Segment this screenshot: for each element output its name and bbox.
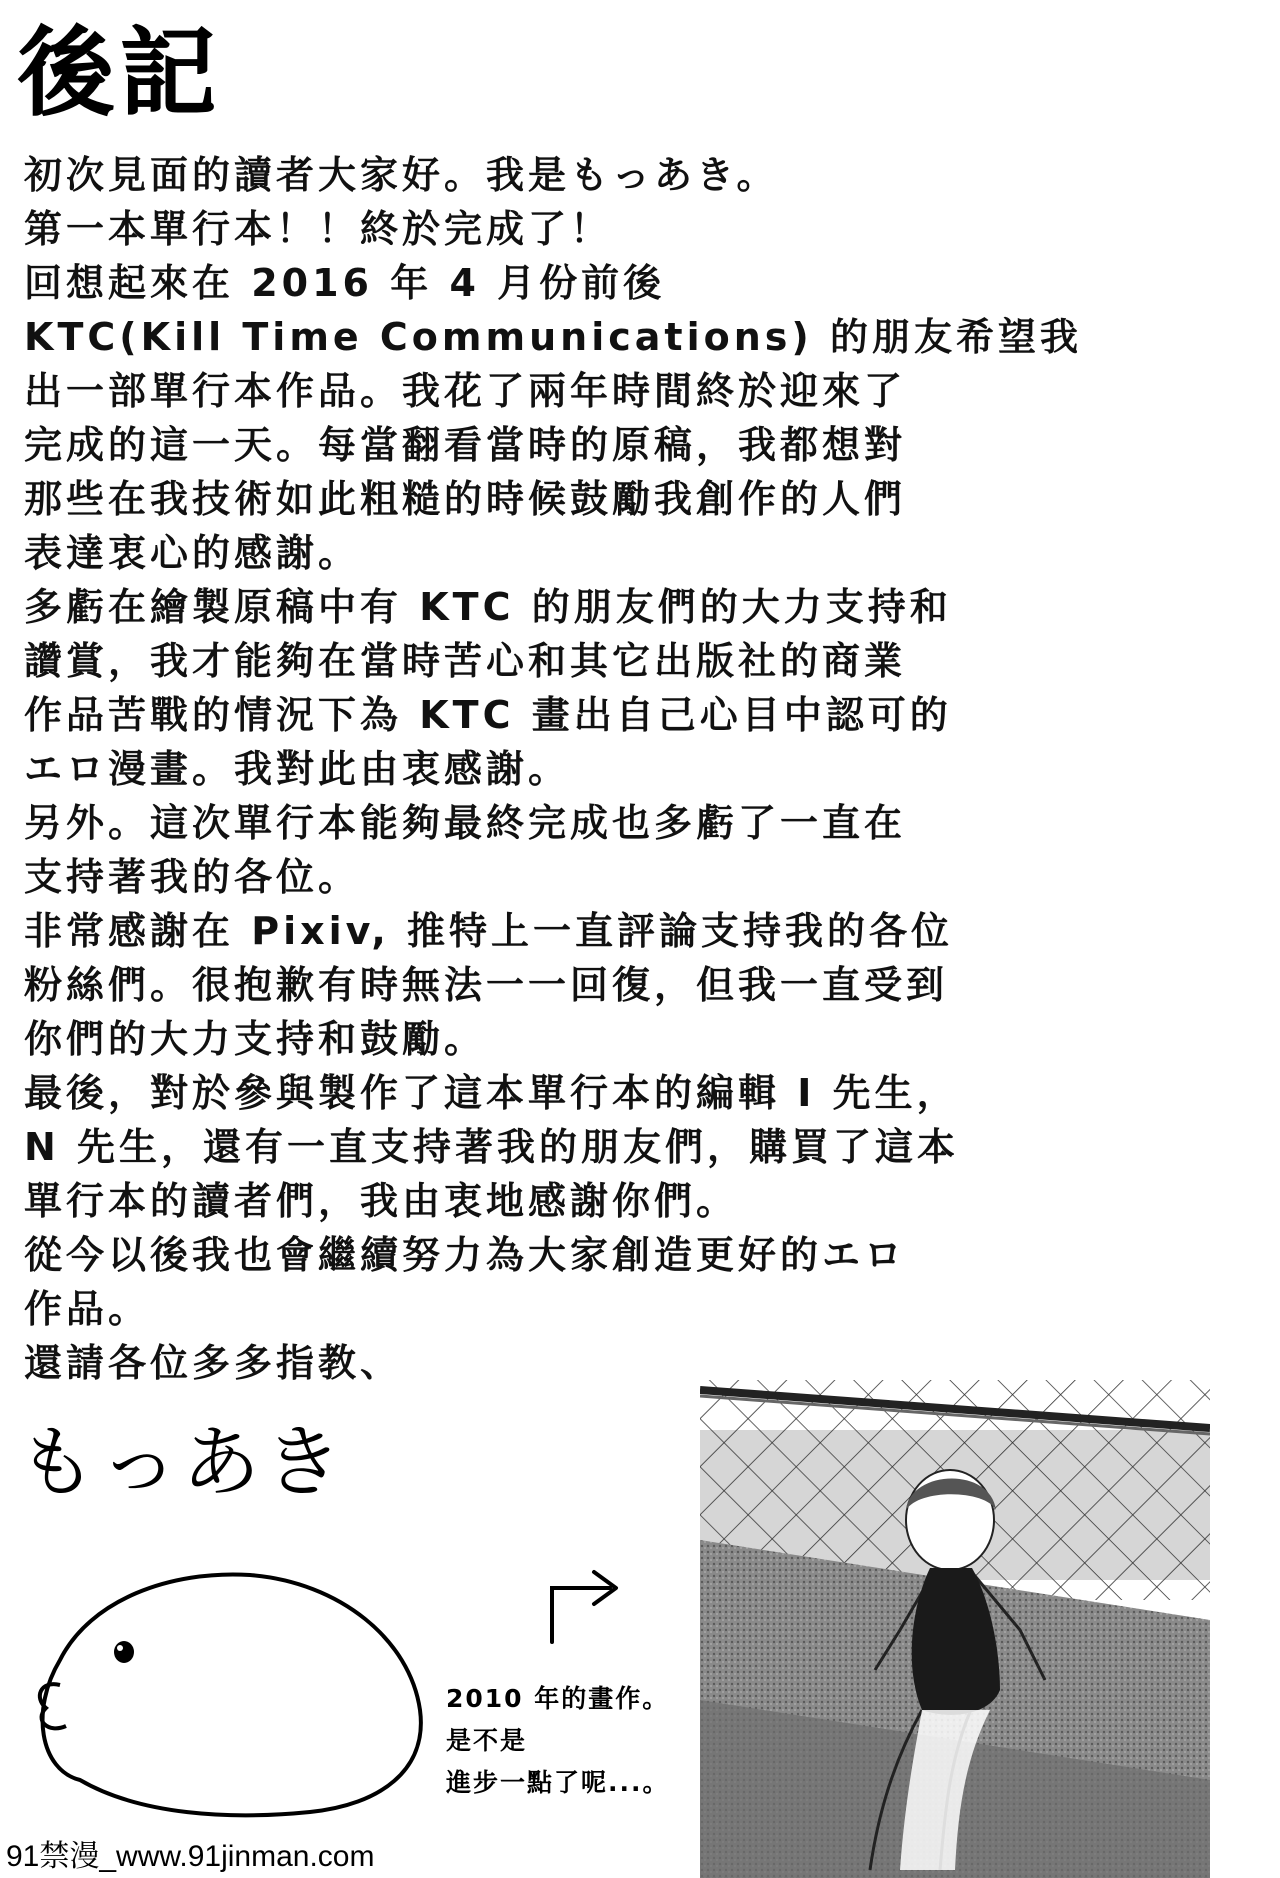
text-line: 初次見面的讀者大家好。我是もっあき。 (24, 153, 779, 197)
site-watermark: 91禁漫_www.91jinman.com (0, 1836, 438, 1878)
caption-line: 進步一點了呢...。 (446, 1768, 670, 1797)
text-line: 回想起來在 2016 年 4 月份前後 (24, 261, 666, 305)
caption-line: 2010 年的畫作。 (446, 1684, 670, 1713)
poolside-girl-illustration (700, 1370, 1210, 1878)
text-line: 單行本的讀者們，我由衷地感謝你們。 (24, 1179, 739, 1223)
text-line: 第一本單行本！！終於完成了！ (24, 207, 613, 251)
text-line: 多虧在繪製原稿中有 KTC 的朋友們的大力支持和 (24, 585, 952, 629)
illustration-caption (446, 1678, 670, 1804)
text-line: 那些在我技術如此粗糙的時候鼓勵我創作的人們 (24, 477, 907, 521)
text-line: 還請各位多多指教、 (24, 1341, 403, 1385)
text-line: 讚賞，我才能夠在當時苦心和其它出版社的商業 (24, 639, 907, 683)
text-line: 作品苦戰的情況下為 KTC 畫出自己心目中認可的 (24, 693, 952, 737)
text-line: 支持著我的各位。 (24, 855, 361, 899)
text-line: 另外。這次單行本能夠最終完成也多虧了一直在 (24, 801, 907, 845)
page-title: 後記 (18, 17, 222, 129)
text-line: 非常感謝在 Pixiv, 推特上一直評論支持我的各位 (24, 909, 953, 953)
afterword-body (24, 148, 1082, 1390)
caption-line: 是不是 (446, 1726, 528, 1755)
text-line: N 先生，還有一直支持著我的朋友們，購買了這本 (24, 1125, 960, 1169)
chick-blob-icon (20, 1530, 440, 1830)
text-line: エロ漫畫。我對此由衷感謝。 (24, 747, 571, 791)
text-line: 表達衷心的感謝。 (24, 531, 361, 575)
text-line: 你們的大力支持和鼓勵。 (24, 1017, 487, 1061)
text-line: 最後，對於參與製作了這本單行本的編輯 I 先生， (24, 1071, 959, 1115)
text-line: 出一部單行本作品。我花了兩年時間終於迎來了 (24, 369, 907, 413)
author-signature: もっあき (18, 1418, 347, 1508)
text-line: 完成的這一天。每當翻看當時的原稿，我都想對 (24, 423, 907, 467)
arrow-right-icon (540, 1560, 630, 1650)
text-line: 粉絲們。很抱歉有時無法一一回復，但我一直受到 (24, 963, 949, 1007)
text-line: KTC(Kill Time Communications) 的朋友希望我 (24, 315, 1082, 359)
text-line: 從今以後我也會繼續努力為大家創造更好的エロ (24, 1233, 907, 1277)
text-line: 作品。 (24, 1287, 151, 1331)
